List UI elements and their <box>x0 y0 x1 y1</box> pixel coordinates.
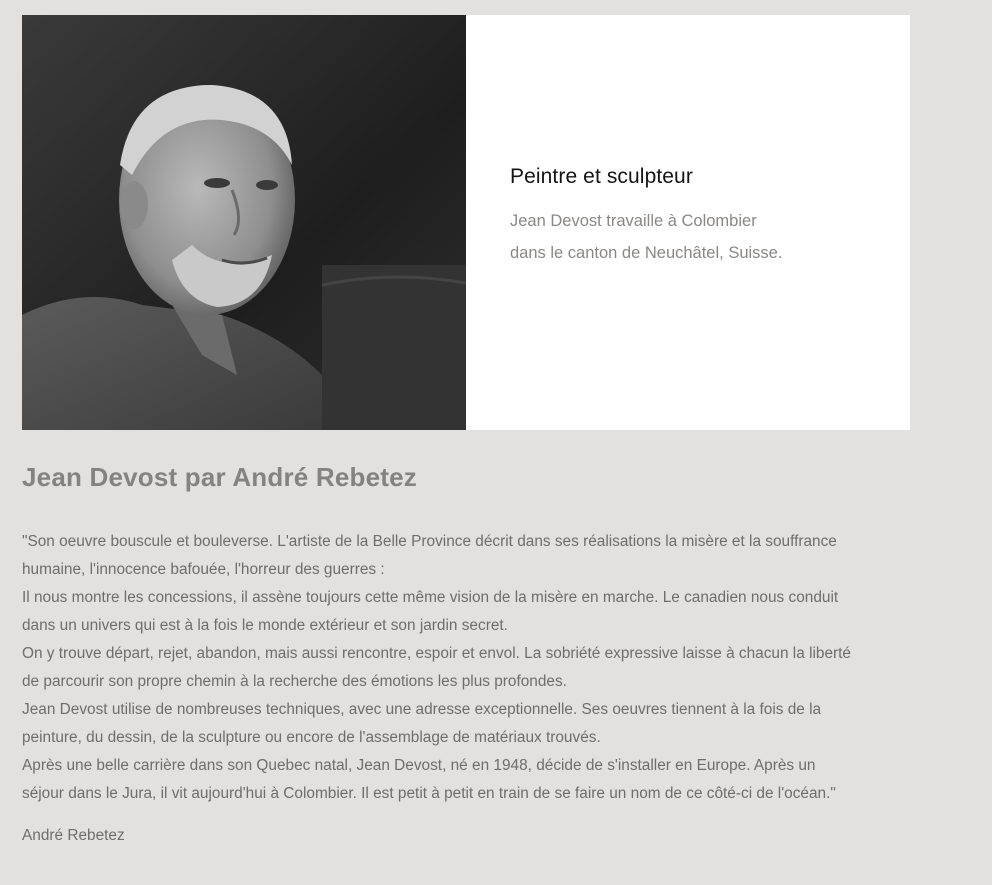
article-line: humaine, l'innocence bafouée, l'horreur des guerres : <box>22 561 385 578</box>
article-line: de parcourir son propre chemin à la recherche des émotions les plus profondes. <box>22 673 567 690</box>
article-heading: Jean Devost par André Rebetez <box>22 462 417 492</box>
article-signature: André Rebetez <box>22 827 125 844</box>
portrait-illustration <box>22 15 466 430</box>
article-line: peinture, du dessin, de la sculpture ou encore de l'assemblage de matériaux trouvés. <box>22 729 601 746</box>
article-line: Jean Devost utilise de nombreuses techniques, avec une adresse exceptionnelle. Ses oeuvres tiennent à la fois de la <box>22 701 822 718</box>
article-body <box>22 528 922 808</box>
artist-portrait <box>22 15 466 430</box>
article-line: On y trouve départ, rejet, abandon, mais aussi rencontre, espoir et envol. La sobriété expressive laisse à chacun la liberté <box>22 645 851 662</box>
intro-title: Peintre et sculpteur <box>510 165 693 188</box>
intro-line: dans le canton de Neuchâtel, Suisse. <box>510 244 783 262</box>
article-line: dans un univers qui est à la fois le monde extérieur et son jardin secret. <box>22 617 508 634</box>
intro-line: Jean Devost travaille à Colombier <box>510 212 757 230</box>
intro-block <box>510 165 890 269</box>
article-line: Il nous montre les concessions, il assène toujours cette même vision de la misère en marche. Le canadien nous conduit <box>22 589 839 606</box>
hero-section <box>22 15 910 430</box>
article-line: séjour dans le Jura, il vit aujourd'hui à Colombier. Il est petit à petit en train de se faire un nom de ce côté-ci de l'océan." <box>22 785 836 802</box>
article-line: "Son oeuvre bouscule et bouleverse. L'artiste de la Belle Province décrit dans ses réalisations la misère et la souffrance <box>22 533 837 550</box>
intro-text <box>510 205 890 269</box>
article-line: Après une belle carrière dans son Quebec natal, Jean Devost, né en 1948, décide de s'installer en Europe. Après un <box>22 757 816 774</box>
